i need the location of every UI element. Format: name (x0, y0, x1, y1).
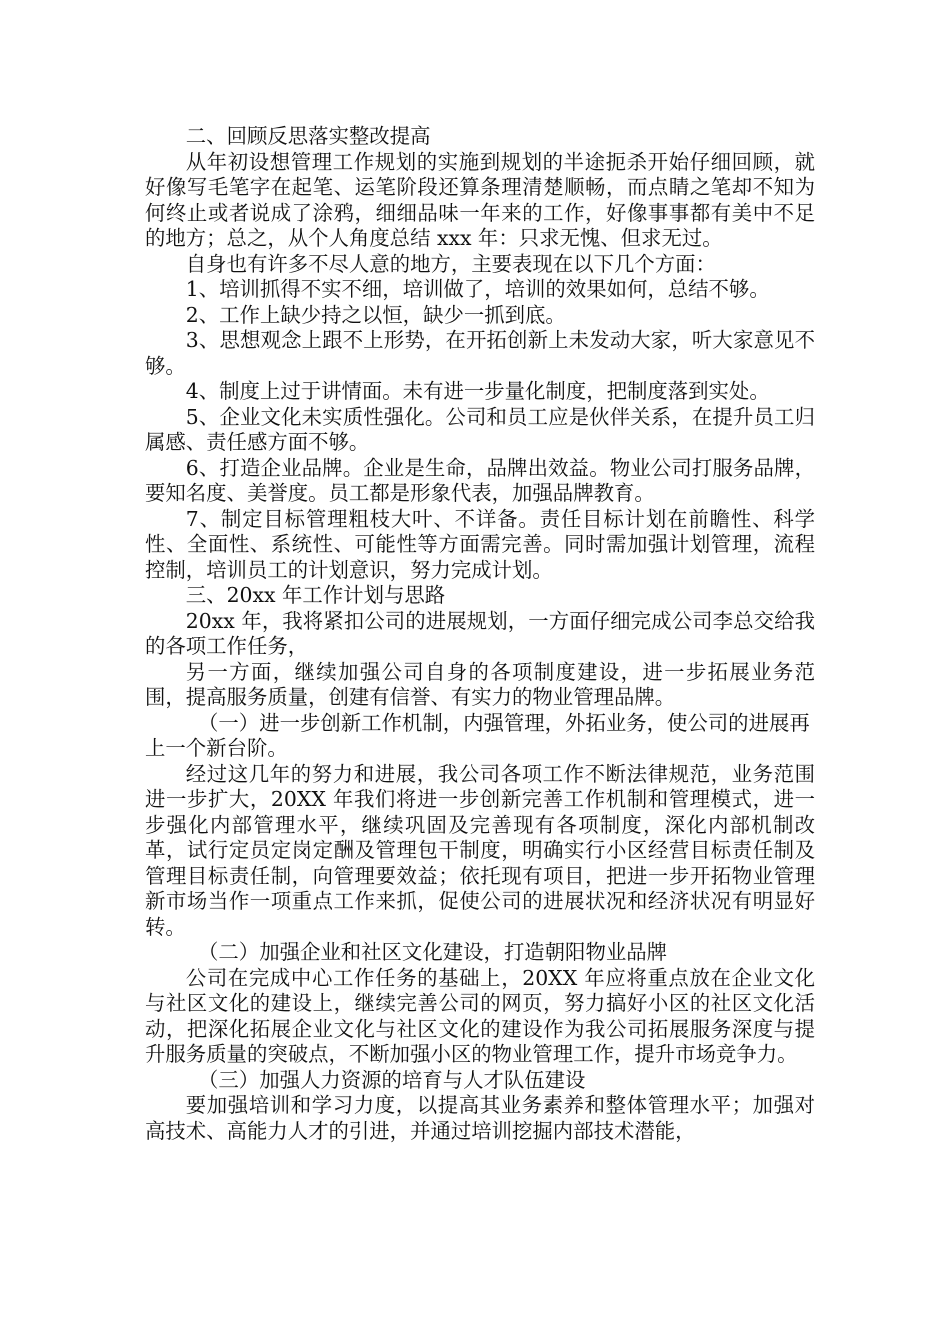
paragraph: 20xx 年，我将紧扣公司的进展规划，一方面仔细完成公司李总交给我的各项工作任务， (145, 608, 815, 658)
list-item: 5、企业文化未实质性强化。公司和员工应是伙伴关系，在提升员工归属感、责任感方面不够。 (145, 404, 815, 454)
paragraph: 要加强培训和学习力度，以提高其业务素养和整体管理水平；加强对高技术、高能力人才的引进，并通过培训挖掘内部技术潜能， (145, 1093, 815, 1143)
paragraph: 公司在完成中心工作任务的基础上，20XX 年应将重点放在企业文化与社区文化的建设上，继续完善公司的网页，努力搞好小区的社区文化活动，把深化拓展企业文化与社区文化的建设作为我公司拓展服务深度与提升服务质量的突破点，不断加强小区的物业管理工作，提升市场竞争力。 (145, 965, 815, 1066)
list-item: 6、打造企业品牌。企业是生命，品牌出效益。物业公司打服务品牌，要知名度、美誉度。员工都是形象代表，加强品牌教育。 (145, 455, 815, 505)
section-heading: 二、回顾反思落实整改提高 (185, 124, 431, 148)
subsection-heading: （一）进一步创新工作机制，内强管理，外拓业务，使公司的进展再上一个新台阶。 (145, 710, 810, 760)
subsection-heading: （三）加强人力资源的培育与人才队伍建设 (198, 1067, 586, 1092)
paragraph: 另一方面，继续加强公司自身的各项制度建设，进一步拓展业务范围，提高服务质量，创建有信誉、有实力的物业管理品牌。 (145, 659, 815, 709)
list-item: 4、制度上过于讲情面。未有进一步量化制度，把制度落到实处。 (185, 379, 770, 403)
list-item: 3、思想观念上跟不上形势，在开拓创新上未发动大家，听大家意见不够。 (145, 328, 815, 378)
list-item: 2、工作上缺少持之以恒，缺少一抓到底。 (185, 302, 566, 327)
paragraph: 从年初设想管理工作规划的实施到规划的半途扼杀开始仔细回顾，就好像写毛笔字在起笔、运笔阶段还算条理清楚顺畅，而点睛之笔却不知为何终止或者说成了涂鸦，细细品味一年来的工作，好像事事都有美中不足的地方；总之，从个人角度总结 xxx 年：只求无愧、但求无过。 (145, 149, 815, 250)
paragraph: 自身也有许多不尽人意的地方，主要表现在以下几个方面： (185, 251, 716, 276)
list-item: 7、制定目标管理粗枝大叶、不详备。责任目标计划在前瞻性、科学性、全面性、系统性、可能性等方面需完善。同时需加强计划管理，流程控制，培训员工的计划意识，努力完成计划。 (145, 506, 815, 582)
paragraph: 经过这几年的努力和进展，我公司各项工作不断法律规范，业务范围进一步扩大，20XX 年我们将进一步创新完善工作机制和管理模式，进一步强化内部管理水平，继续巩固及完善现有各项制度，深化内部机制改革，试行定员定岗定酬及管理包干制度，明确实行小区经营目标责任制及管理目标责任制，向管理要效益；依托现有项目，把进一步开拓物业管理新市场当作一项重点工作来抓，促使公司的进展状况和经济状况有明显好转。 (145, 761, 815, 939)
section-heading: 三、20xx 年工作计划与思路 (185, 583, 446, 607)
document-body (145, 124, 815, 1144)
list-item: 1、培训抓得不实不细，培训做了，培训的效果如何，总结不够。 (185, 277, 770, 301)
subsection-heading: （二）加强企业和社区文化建设，打造朝阳物业品牌 (198, 940, 668, 964)
